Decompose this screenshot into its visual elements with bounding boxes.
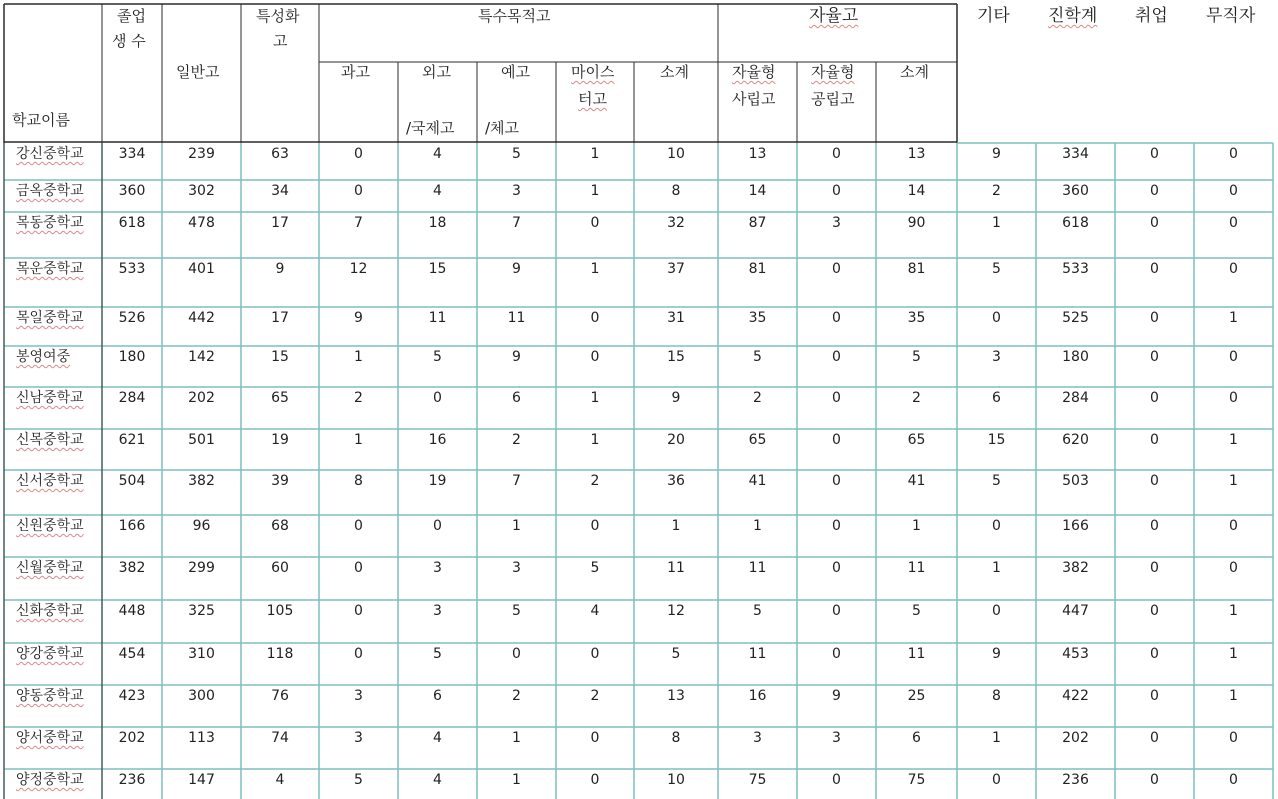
- foreign-cell: 15: [428, 261, 447, 277]
- auto_private-cell: 11: [748, 560, 767, 576]
- header-special-purpose: 특수목적고: [478, 7, 551, 25]
- employment-cell: 0: [1150, 432, 1159, 448]
- employment-cell: 0: [1150, 473, 1159, 489]
- employment-cell: 0: [1150, 310, 1159, 326]
- advancement-cell: 284: [1062, 390, 1089, 406]
- sp_subtotal-cell: 9: [671, 390, 681, 406]
- auto_public-cell: 0: [832, 560, 841, 576]
- auto_subtotal-cell: 41: [907, 473, 926, 489]
- unemployed-cell: 0: [1229, 215, 1238, 231]
- auto_subtotal-cell: 5: [912, 349, 921, 365]
- sp_subtotal-cell: 13: [667, 688, 685, 704]
- arts-cell: 5: [512, 603, 521, 619]
- graduates-cell: 382: [118, 560, 146, 576]
- school-name-cell: 양정중학교: [16, 772, 84, 788]
- sp_subtotal-cell: 10: [667, 146, 685, 162]
- graduates-cell: 621: [118, 432, 146, 448]
- auto_public-cell: 3: [832, 215, 841, 231]
- foreign-cell: 19: [428, 473, 447, 489]
- unemployed-cell: 1: [1229, 310, 1238, 326]
- other-cell: 8: [992, 688, 1001, 704]
- arts-cell: 7: [512, 473, 521, 489]
- unemployed-cell: 1: [1229, 688, 1238, 704]
- advancement-cell: 202: [1062, 730, 1089, 746]
- auto_private-cell: 1: [753, 518, 762, 534]
- arts-cell: 1: [512, 772, 521, 788]
- arts-cell: 0: [512, 646, 521, 662]
- employment-cell: 0: [1150, 560, 1159, 576]
- other-cell: 9: [992, 146, 1001, 162]
- arts-cell: 2: [512, 688, 521, 704]
- advancement-cell: 503: [1062, 473, 1089, 489]
- other-cell: 1: [992, 560, 1001, 576]
- school-name-cell: 신화중학교: [16, 603, 84, 619]
- auto_subtotal-cell: 6: [912, 730, 921, 746]
- graduates-cell: 334: [118, 146, 146, 162]
- other-cell: 5: [992, 261, 1001, 277]
- general-cell: 382: [188, 473, 215, 489]
- specialized-cell: 76: [271, 688, 289, 704]
- auto_private-cell: 2: [753, 390, 762, 406]
- other-cell: 0: [992, 603, 1001, 619]
- general-cell: 239: [188, 146, 215, 162]
- advancement-cell: 422: [1062, 688, 1089, 704]
- specialized-cell: 63: [271, 146, 289, 162]
- meister-cell: 0: [590, 310, 600, 326]
- auto_private-cell: 14: [748, 183, 767, 199]
- sp_subtotal-cell: 8: [671, 730, 681, 746]
- sp_subtotal-cell: 15: [667, 349, 685, 365]
- other-cell: 15: [987, 432, 1006, 448]
- header-science: 과고: [341, 63, 370, 81]
- header-unemployed: 무직자: [1206, 6, 1256, 26]
- arts-cell: 7: [512, 215, 521, 231]
- general-cell: 96: [192, 518, 211, 534]
- school-name-cell: 신남중학교: [16, 390, 84, 406]
- unemployed-cell: 1: [1229, 603, 1238, 619]
- other-cell: 1: [992, 215, 1001, 231]
- school-name-cell: 봉영여중: [16, 349, 71, 365]
- general-cell: 325: [188, 603, 215, 619]
- meister-cell: 1: [590, 146, 600, 162]
- auto_private-cell: 13: [748, 146, 767, 162]
- header-employment: 취업: [1135, 6, 1168, 26]
- advancement-cell: 453: [1062, 646, 1089, 662]
- employment-cell: 0: [1150, 261, 1159, 277]
- header-foreign-line1: 외고: [422, 63, 451, 81]
- auto_private-cell: 5: [753, 603, 762, 619]
- graduates-cell: 202: [118, 730, 146, 746]
- header-auto-public-line2: 공립고: [811, 90, 855, 108]
- graduates-cell: 236: [118, 772, 146, 788]
- graduates-cell: 618: [118, 215, 146, 231]
- sp_subtotal-cell: 12: [667, 603, 685, 619]
- general-cell: 310: [188, 646, 215, 662]
- unemployed-cell: 0: [1229, 146, 1238, 162]
- meister-cell: 1: [590, 390, 600, 406]
- school-name-cell: 양강중학교: [16, 646, 84, 662]
- arts-cell: 3: [512, 183, 521, 199]
- science-cell: 0: [354, 146, 363, 162]
- header-general: 일반고: [176, 63, 220, 81]
- auto_private-cell: 11: [748, 646, 767, 662]
- meister-cell: 0: [590, 646, 600, 662]
- auto_subtotal-cell: 90: [907, 215, 926, 231]
- arts-cell: 9: [512, 349, 521, 365]
- header-graduates-line1: 졸업: [117, 7, 146, 25]
- advancement-cell: 525: [1062, 310, 1089, 326]
- foreign-cell: 6: [433, 688, 442, 704]
- employment-cell: 0: [1150, 730, 1159, 746]
- sp_subtotal-cell: 32: [667, 215, 685, 231]
- arts-cell: 6: [512, 390, 521, 406]
- header-auto-private-line2: 사립고: [732, 90, 776, 108]
- auto_subtotal-cell: 1: [912, 518, 921, 534]
- auto_private-cell: 16: [748, 688, 767, 704]
- auto_public-cell: 0: [832, 390, 841, 406]
- employment-cell: 0: [1150, 390, 1159, 406]
- graduates-cell: 526: [118, 310, 146, 326]
- arts-cell: 5: [512, 146, 521, 162]
- advancement-cell: 180: [1062, 349, 1089, 365]
- foreign-cell: 3: [433, 560, 442, 576]
- employment-cell: 0: [1150, 146, 1159, 162]
- graduates-cell: 284: [118, 390, 146, 406]
- specialized-cell: 4: [275, 772, 285, 788]
- general-cell: 142: [188, 349, 215, 365]
- advancement-cell: 382: [1062, 560, 1089, 576]
- meister-cell: 1: [590, 183, 600, 199]
- general-cell: 299: [188, 560, 215, 576]
- auto_private-cell: 81: [748, 261, 767, 277]
- auto_public-cell: 0: [832, 432, 841, 448]
- employment-cell: 0: [1150, 688, 1159, 704]
- auto_subtotal-cell: 5: [912, 603, 921, 619]
- foreign-cell: 5: [433, 349, 442, 365]
- specialized-cell: 105: [266, 603, 294, 619]
- auto_public-cell: 0: [832, 518, 841, 534]
- science-cell: 3: [354, 730, 363, 746]
- auto_public-cell: 0: [832, 183, 841, 199]
- foreign-cell: 0: [433, 390, 442, 406]
- school-name-cell: 강신중학교: [16, 146, 84, 162]
- graduates-cell: 423: [118, 688, 146, 704]
- auto_public-cell: 0: [832, 646, 841, 662]
- advancement-cell: 447: [1062, 603, 1089, 619]
- auto_private-cell: 3: [753, 730, 762, 746]
- foreign-cell: 3: [433, 603, 442, 619]
- unemployed-cell: 0: [1229, 518, 1238, 534]
- general-cell: 113: [188, 730, 215, 746]
- foreign-cell: 5: [433, 646, 442, 662]
- graduates-cell: 454: [118, 646, 146, 662]
- school-name-cell: 목일중학교: [16, 310, 84, 326]
- unemployed-cell: 0: [1229, 560, 1238, 576]
- advancement-cell: 334: [1062, 146, 1089, 162]
- specialized-cell: 118: [266, 646, 294, 662]
- other-cell: 6: [992, 390, 1001, 406]
- auto_public-cell: 0: [832, 473, 841, 489]
- meister-cell: 0: [590, 518, 600, 534]
- header-specialized-line2: 고: [273, 32, 288, 50]
- auto_subtotal-cell: 35: [907, 310, 926, 326]
- auto_public-cell: 9: [832, 688, 841, 704]
- auto_subtotal-cell: 81: [907, 261, 926, 277]
- auto_subtotal-cell: 11: [907, 560, 926, 576]
- specialized-cell: 65: [271, 390, 289, 406]
- science-cell: 0: [354, 518, 363, 534]
- specialized-cell: 39: [271, 473, 289, 489]
- unemployed-cell: 0: [1229, 730, 1238, 746]
- unemployed-cell: 1: [1229, 473, 1238, 489]
- other-cell: 0: [992, 518, 1001, 534]
- employment-cell: 0: [1150, 215, 1159, 231]
- header-auto-subtotal: 소계: [900, 63, 929, 81]
- foreign-cell: 4: [433, 730, 442, 746]
- meister-cell: 0: [590, 215, 600, 231]
- header-other: 기타: [977, 6, 1010, 26]
- science-cell: 0: [354, 183, 363, 199]
- specialized-cell: 19: [271, 432, 289, 448]
- general-cell: 302: [188, 183, 215, 199]
- arts-cell: 3: [512, 560, 521, 576]
- auto_public-cell: 0: [832, 603, 841, 619]
- meister-cell: 5: [590, 560, 600, 576]
- unemployed-cell: 0: [1229, 772, 1238, 788]
- advancement-cell: 166: [1062, 518, 1089, 534]
- auto_private-cell: 35: [748, 310, 767, 326]
- general-cell: 147: [188, 772, 215, 788]
- school-name-cell: 신목중학교: [16, 432, 84, 448]
- employment-cell: 0: [1150, 518, 1159, 534]
- foreign-cell: 4: [433, 772, 442, 788]
- school-name-cell: 양서중학교: [16, 730, 84, 746]
- auto_public-cell: 0: [832, 310, 841, 326]
- sp_subtotal-cell: 10: [667, 772, 685, 788]
- other-cell: 0: [992, 310, 1001, 326]
- sp_subtotal-cell: 5: [671, 646, 681, 662]
- specialized-cell: 60: [271, 560, 289, 576]
- header-autonomous: 자율고: [809, 6, 859, 26]
- school-name-cell: 양동중학교: [16, 688, 84, 704]
- advancement-cell: 236: [1062, 772, 1089, 788]
- unemployed-cell: 1: [1229, 646, 1238, 662]
- auto_subtotal-cell: 14: [907, 183, 926, 199]
- graduates-cell: 166: [118, 518, 146, 534]
- school-name-cell: 신서중학교: [16, 473, 84, 489]
- science-cell: 1: [354, 349, 363, 365]
- science-cell: 5: [354, 772, 363, 788]
- auto_public-cell: 3: [832, 730, 841, 746]
- science-cell: 2: [354, 390, 363, 406]
- sp_subtotal-cell: 31: [667, 310, 685, 326]
- foreign-cell: 4: [433, 183, 442, 199]
- school-name-cell: 목동중학교: [16, 215, 84, 231]
- other-cell: 9: [992, 646, 1001, 662]
- graduates-cell: 533: [118, 261, 146, 277]
- foreign-cell: 18: [428, 215, 447, 231]
- meister-cell: 2: [590, 473, 600, 489]
- school-name-cell: 신월중학교: [16, 560, 84, 576]
- auto_subtotal-cell: 65: [907, 432, 926, 448]
- header-advancement: 진학계: [1048, 6, 1098, 26]
- header-school-name: 학교이름: [12, 111, 70, 129]
- meister-cell: 1: [590, 432, 600, 448]
- specialized-cell: 34: [271, 183, 289, 199]
- science-cell: 12: [349, 261, 368, 277]
- specialized-cell: 74: [271, 730, 289, 746]
- arts-cell: 1: [512, 518, 521, 534]
- advancement-cell: 620: [1062, 432, 1089, 448]
- auto_private-cell: 5: [753, 349, 762, 365]
- auto_private-cell: 87: [748, 215, 767, 231]
- science-cell: 7: [354, 215, 363, 231]
- school-name-cell: 금옥중학교: [16, 183, 84, 199]
- general-cell: 478: [188, 215, 215, 231]
- sp_subtotal-cell: 8: [671, 183, 681, 199]
- foreign-cell: 0: [433, 518, 442, 534]
- science-cell: 3: [354, 688, 363, 704]
- unemployed-cell: 0: [1229, 261, 1238, 277]
- science-cell: 0: [354, 603, 363, 619]
- specialized-cell: 68: [271, 518, 289, 534]
- graduates-cell: 360: [118, 183, 146, 199]
- graduates-cell: 504: [118, 473, 146, 489]
- auto_subtotal-cell: 11: [907, 646, 926, 662]
- auto_public-cell: 0: [832, 772, 841, 788]
- science-cell: 9: [354, 310, 363, 326]
- specialized-cell: 15: [271, 349, 289, 365]
- graduates-cell: 180: [118, 349, 146, 365]
- advancement-cell: 618: [1062, 215, 1089, 231]
- unemployed-cell: 0: [1229, 183, 1238, 199]
- foreign-cell: 4: [433, 146, 442, 162]
- arts-cell: 11: [507, 310, 526, 326]
- sp_subtotal-cell: 36: [667, 473, 685, 489]
- meister-cell: 0: [590, 730, 600, 746]
- foreign-cell: 11: [428, 310, 447, 326]
- foreign-cell: 16: [428, 432, 447, 448]
- meister-cell: 0: [590, 772, 600, 788]
- auto_private-cell: 65: [748, 432, 767, 448]
- header-arts-line1: 예고: [501, 63, 530, 81]
- general-cell: 501: [188, 432, 215, 448]
- sp_subtotal-cell: 1: [671, 518, 681, 534]
- auto_private-cell: 41: [748, 473, 767, 489]
- header-specialized-line1: 특성화: [256, 7, 300, 25]
- meister-cell: 0: [590, 349, 600, 365]
- auto_subtotal-cell: 25: [907, 688, 926, 704]
- advancement-cell: 360: [1062, 183, 1089, 199]
- general-cell: 202: [188, 390, 215, 406]
- science-cell: 0: [354, 646, 363, 662]
- sp_subtotal-cell: 11: [667, 560, 685, 576]
- meister-cell: 2: [590, 688, 600, 704]
- arts-cell: 1: [512, 730, 521, 746]
- general-cell: 401: [188, 261, 215, 277]
- advancement-cell: 533: [1062, 261, 1089, 277]
- specialized-cell: 9: [275, 261, 285, 277]
- specialized-cell: 17: [271, 310, 289, 326]
- header-auto-public-line1: 자율형: [811, 63, 855, 81]
- unemployed-cell: 0: [1229, 390, 1238, 406]
- general-cell: 300: [188, 688, 215, 704]
- employment-cell: 0: [1150, 646, 1159, 662]
- other-cell: 5: [992, 473, 1001, 489]
- auto_private-cell: 75: [748, 772, 767, 788]
- header-sp-subtotal: 소계: [660, 63, 689, 81]
- employment-cell: 0: [1150, 772, 1159, 788]
- auto_public-cell: 0: [832, 146, 841, 162]
- meister-cell: 4: [590, 603, 600, 619]
- science-cell: 8: [354, 473, 363, 489]
- specialized-cell: 17: [271, 215, 289, 231]
- auto_subtotal-cell: 75: [907, 772, 926, 788]
- header-meister-line2: 터고: [578, 90, 607, 108]
- unemployed-cell: 1: [1229, 432, 1238, 448]
- other-cell: 0: [992, 772, 1001, 788]
- sp_subtotal-cell: 37: [667, 261, 685, 277]
- school-name-cell: 신원중학교: [16, 518, 84, 534]
- other-cell: 2: [992, 183, 1001, 199]
- science-cell: 1: [354, 432, 363, 448]
- header-graduates-line2: 생 수: [112, 32, 146, 50]
- general-cell: 442: [188, 310, 215, 326]
- arts-cell: 9: [512, 261, 521, 277]
- meister-cell: 1: [590, 261, 600, 277]
- auto_public-cell: 0: [832, 261, 841, 277]
- header-foreign-line2: /국제고: [406, 119, 455, 137]
- science-cell: 0: [354, 560, 363, 576]
- employment-cell: 0: [1150, 183, 1159, 199]
- header-meister-line1: 마이스: [571, 63, 615, 81]
- auto_subtotal-cell: 2: [912, 390, 921, 406]
- header-auto-private-line1: 자율형: [732, 63, 776, 81]
- employment-cell: 0: [1150, 349, 1159, 365]
- auto_public-cell: 0: [832, 349, 841, 365]
- header-arts-line2: /체고: [485, 119, 520, 137]
- sp_subtotal-cell: 20: [667, 432, 685, 448]
- school-name-cell: 목운중학교: [16, 261, 84, 277]
- arts-cell: 2: [512, 432, 521, 448]
- other-cell: 1: [992, 730, 1001, 746]
- employment-cell: 0: [1150, 603, 1159, 619]
- auto_subtotal-cell: 13: [907, 146, 926, 162]
- graduates-cell: 448: [118, 603, 146, 619]
- unemployed-cell: 0: [1229, 349, 1238, 365]
- other-cell: 3: [992, 349, 1001, 365]
